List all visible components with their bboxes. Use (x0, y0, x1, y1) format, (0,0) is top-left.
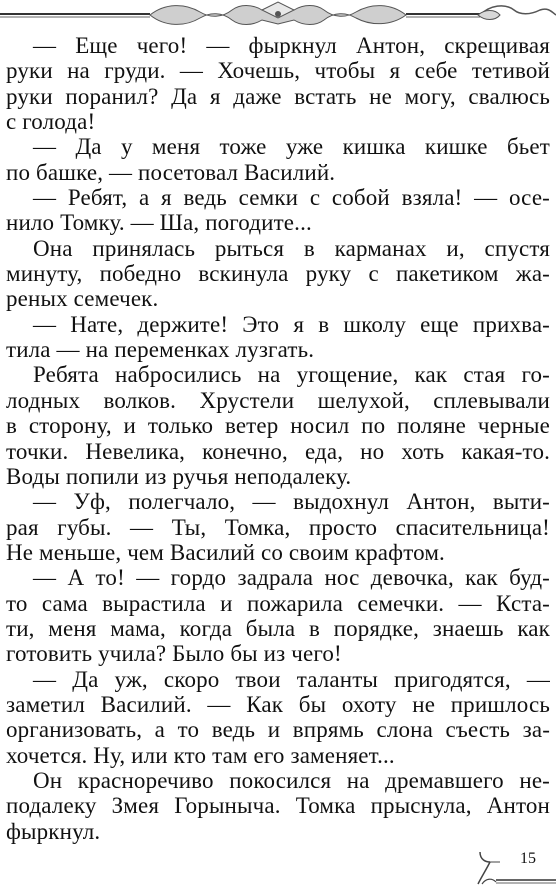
text-line: нило Томку. — Ша, погодите... (6, 210, 312, 236)
paragraph (6, 362, 550, 489)
text-line: ти, меня мама, когда была в порядке, знаешь как (6, 615, 550, 641)
text-line: реных семечек. (6, 286, 159, 312)
paragraph (6, 565, 550, 666)
text-line: точки. Невелика, конечно, еда, но хоть какая-то. (6, 438, 550, 464)
text-line: — Да у меня тоже уже кишка кишке бьет (33, 134, 550, 160)
text-line: то сама вырастила и пожарила семечки. — Кста- (6, 590, 550, 616)
text-line: тила — на переменках лузгать. (6, 337, 315, 363)
text-line: Ребята набросились на угощение, как стая го- (33, 362, 550, 388)
paragraph (6, 768, 550, 844)
text-line: по башке, — посетовал Василий. (6, 159, 336, 185)
text-line: рая губы. — Ты, Томка, просто спасительница! (6, 514, 550, 540)
text-line: Воды попили из ручья неподалеку. (6, 463, 352, 489)
paragraph (6, 236, 550, 312)
text-line: минуту, победно вскинула руку с пакетиком жа- (6, 261, 550, 287)
text-line: Он красноречиво покосился на дремавшего не- (33, 767, 550, 793)
text-line: готовить учила? Было бы из чего! (6, 641, 342, 667)
paragraph (6, 312, 550, 363)
text-line: — Ребят, а я ведь семки с собой взяла! — осе- (33, 185, 550, 211)
text-line: организовать, а то ведь и впрямь слона съесть за- (6, 717, 550, 743)
text-line: руки на груди. — Хочешь, чтобы я себе тетивой (6, 58, 550, 84)
page-number: 15 (520, 850, 536, 867)
paragraph (6, 33, 550, 134)
header-ornament-decoration (0, 0, 556, 30)
text-line: Не меньше, чем Василий со своим крафтом. (6, 539, 445, 565)
text-line: — Еще чего! — фыркнул Антон, скрещивая (33, 33, 550, 58)
text-line: — Уф, полегчало, — выдохнул Антон, выти- (33, 489, 550, 515)
text-line: — А то! — гордо задрала нос девочка, как буд- (33, 565, 550, 591)
text-line: — Да уж, скоро твои таланты пригодятся, — (33, 666, 550, 692)
text-line: фыркнул. (6, 818, 101, 844)
text-line: заметил Василий. — Как бы охоту не пришлось (6, 691, 550, 717)
body-text (6, 33, 550, 844)
text-line: руки поранил? Да я даже встать не могу, свалюсь (6, 83, 550, 109)
text-line: с голода! (6, 109, 96, 135)
text-line: — Нате, держите! Это я в школу еще прихва- (33, 311, 550, 337)
text-line: Она принялась рыться в карманах и, спустя (33, 235, 550, 261)
paragraph (6, 667, 550, 768)
paragraph (6, 489, 550, 565)
text-line: лодных волков. Хрустели шелухой, сплевывали (6, 387, 550, 413)
text-line: подалеку Змея Горыныча. Томка прыснула, Антон (6, 793, 550, 819)
paragraph (6, 134, 550, 185)
text-line: хочется. Ну, или кто там его заменяет... (6, 742, 395, 768)
footer-ornament-decoration (476, 848, 556, 886)
paragraph (6, 185, 550, 236)
text-line: в сторону, и только ветер носил по поляне черные (6, 413, 550, 439)
